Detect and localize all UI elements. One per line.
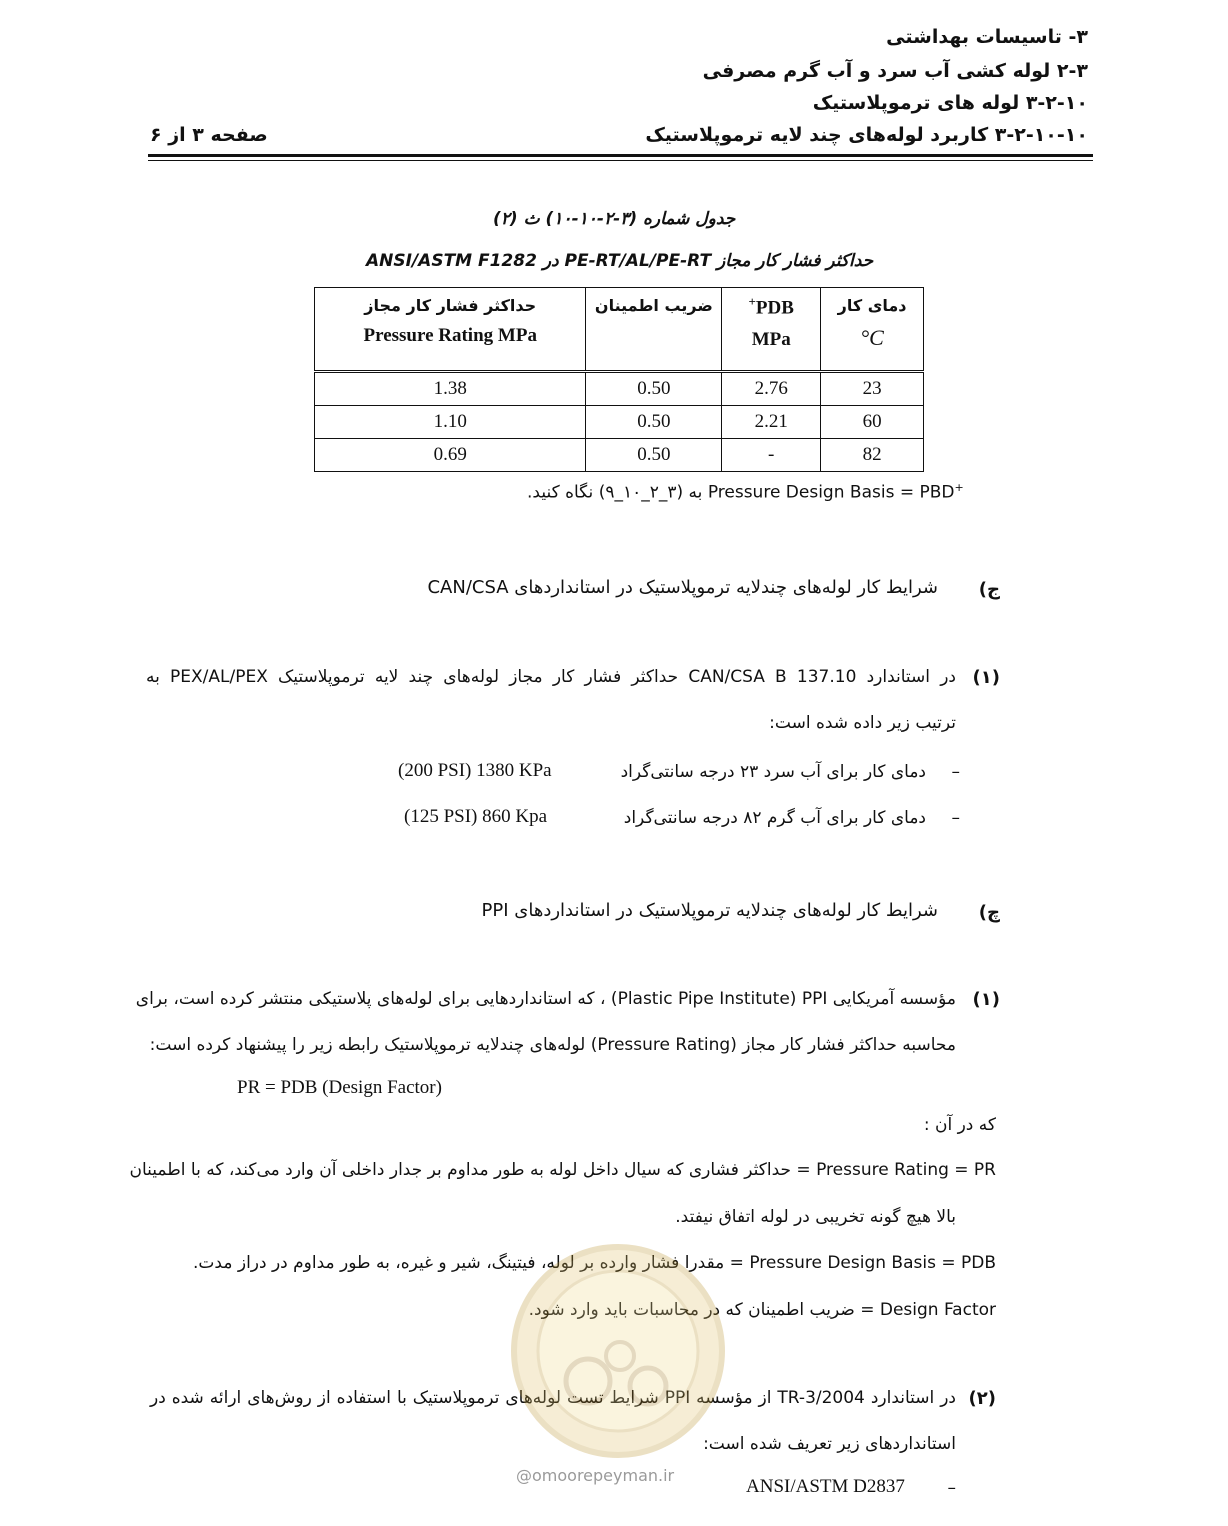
section-ppi-label: چ) xyxy=(978,902,1000,923)
header-pdb-sup: + xyxy=(748,294,756,309)
ppi-item1-label: (۱) xyxy=(972,989,1000,1010)
ppi-item2-line2: استانداردهای زیر تعریف شده است: xyxy=(703,1434,956,1454)
pdb-cell: 2.76 xyxy=(722,372,821,406)
header-temp-en: °C xyxy=(860,325,884,350)
section-can-label: ج) xyxy=(978,579,1000,600)
header-rating-en: Pressure Rating MPa xyxy=(363,325,537,346)
factor-cell: 0.50 xyxy=(586,439,722,472)
ppi-item2-line1: در استاندارد TR-3/2004 از مؤسسه PPI شرایط تست لوله‌های ترموپلاستیک با استفاده از روش‌های ارائه شده در xyxy=(150,1388,956,1408)
rating-cell: 1.10 xyxy=(315,406,586,439)
rating-cell: 0.69 xyxy=(315,439,586,472)
header-pdb-cell xyxy=(722,288,821,372)
watermark-handle: @omoorepeyman.ir xyxy=(516,1466,675,1485)
bullet-dash: – xyxy=(951,808,960,828)
section-can-title: شرایط کار لوله‌های چندلایه ترموپلاستیک در استانداردهای CAN/CSA xyxy=(427,577,938,598)
def-design-factor: Design Factor = ضریب اطمینان که در محاسبات باید وارد شود. xyxy=(528,1300,996,1320)
header-factor-fa: ضریب اطمینان xyxy=(594,296,713,315)
bullet-dash: – xyxy=(951,762,960,782)
header-divider-thin xyxy=(148,160,1093,161)
def-pr-line1: Pressure Rating = PR = حداکثر فشاری که سیال داخل لوله به طور مداوم بر جدار داخلی آن وارد می‌کند، که با اطمینان xyxy=(129,1160,996,1180)
bullet2-value: (125 PSI) 860 Kpa xyxy=(404,806,548,827)
header-rating-cell xyxy=(315,288,586,372)
header-section: ۲-۳ لوله کشی آب سرد و آب گرم مصرفی xyxy=(702,60,1088,82)
def-pr-line2: بالا هیچ گونه تخریبی در لوله اتفاق نیفتد. xyxy=(675,1207,956,1227)
std-dash: – xyxy=(947,1478,956,1498)
rating-cell: 1.38 xyxy=(315,372,586,406)
ppi-item1-line1: مؤسسه آمریکایی Plastic Pipe Institute) PPI) ، که استانداردهایی برای لوله‌های پلاستیکی منتشر کرده است، برای xyxy=(135,989,956,1009)
table-header-row xyxy=(315,288,924,372)
table-row xyxy=(315,439,924,472)
header-rating-fa: حداکثر فشار کار مجاز xyxy=(364,296,537,315)
table-number-caption: جدول شماره (۳-۲-۱۰-۱۰) ث (۲) xyxy=(493,209,736,229)
page-number: صفحه ۳ از ۶ xyxy=(150,124,268,146)
factor-cell: 0.50 xyxy=(586,372,722,406)
table-footnote-text: Pressure Design Basis = PBD به (۳_۲_۱۰_۹) نگاه کنید. xyxy=(527,482,955,503)
pdb-cell: - xyxy=(722,439,821,472)
where-label: که در آن : xyxy=(923,1115,996,1135)
temp-cell: 82 xyxy=(821,439,924,472)
can-item1-line1: در استاندارد CAN/CSA B 137.10 حداکثر فشار کار مجاز لوله‌های چند لایه ترموپلاستیک PEX/AL/PEX به xyxy=(146,667,956,687)
bullet1-value: (200 PSI) 1380 KPa xyxy=(398,760,552,781)
section-ppi-title: شرایط کار لوله‌های چندلایه ترموپلاستیک در استانداردهای PPI xyxy=(481,900,938,921)
header-factor-cell xyxy=(586,288,722,372)
can-item1-line2: ترتیب زیر داده شده است: xyxy=(769,713,956,733)
ppi-item1-line2: محاسبه حداکثر فشار کار مجاز (Pressure Rating) لوله‌های چندلایه ترموپلاستیک رابطه زیر را پیشنهاد کرده است: xyxy=(149,1035,956,1055)
header-temp-fa: دمای کار xyxy=(837,296,907,315)
def-pdb: Pressure Design Basis = PDB = مقدرا فشار وارده بر لوله، فیتینگ، شیر و غیره، به طور مداوم در دراز مدت. xyxy=(193,1253,996,1273)
ppi-item2-label: (۲) xyxy=(968,1388,996,1409)
table-row xyxy=(315,372,924,406)
header-pdb-fa: PDB xyxy=(755,297,794,319)
header-temp-cell xyxy=(821,288,924,372)
pr-formula: PR = PDB (Design Factor) xyxy=(237,1077,442,1098)
temp-cell: 23 xyxy=(821,372,924,406)
header-chapter: ۳- تاسیسات بهداشتی xyxy=(886,26,1088,48)
temp-cell: 60 xyxy=(821,406,924,439)
pressure-rating-table xyxy=(314,287,924,472)
table-row xyxy=(315,406,924,439)
table-title-caption: حداکثر فشار کار مجاز PE-RT/AL/PE-RT در ANSI/ASTM F1282 xyxy=(366,251,874,271)
bullet1-text: دمای کار برای آب سرد ۲۳ درجه سانتی‌گراد xyxy=(620,762,926,782)
table-footnote xyxy=(527,481,964,503)
header-pdb-en: MPa xyxy=(751,329,791,351)
header-subsection: ۳-۲-۱۰ لوله های ترموپلاستیک xyxy=(812,92,1088,114)
can-item1-label: (۱) xyxy=(972,667,1000,688)
header-divider xyxy=(148,154,1093,157)
std-d2837: ANSI/ASTM D2837 xyxy=(746,1476,905,1497)
pdb-cell: 2.21 xyxy=(722,406,821,439)
factor-cell: 0.50 xyxy=(586,406,722,439)
bullet2-text: دمای کار برای آب گرم ۸۲ درجه سانتی‌گراد xyxy=(623,808,926,828)
header-topic: ۳-۲-۱۰-۱۰ کاربرد لوله‌های چند لایه ترموپلاستیک xyxy=(645,124,1088,146)
table-footnote-sup: + xyxy=(954,481,964,494)
